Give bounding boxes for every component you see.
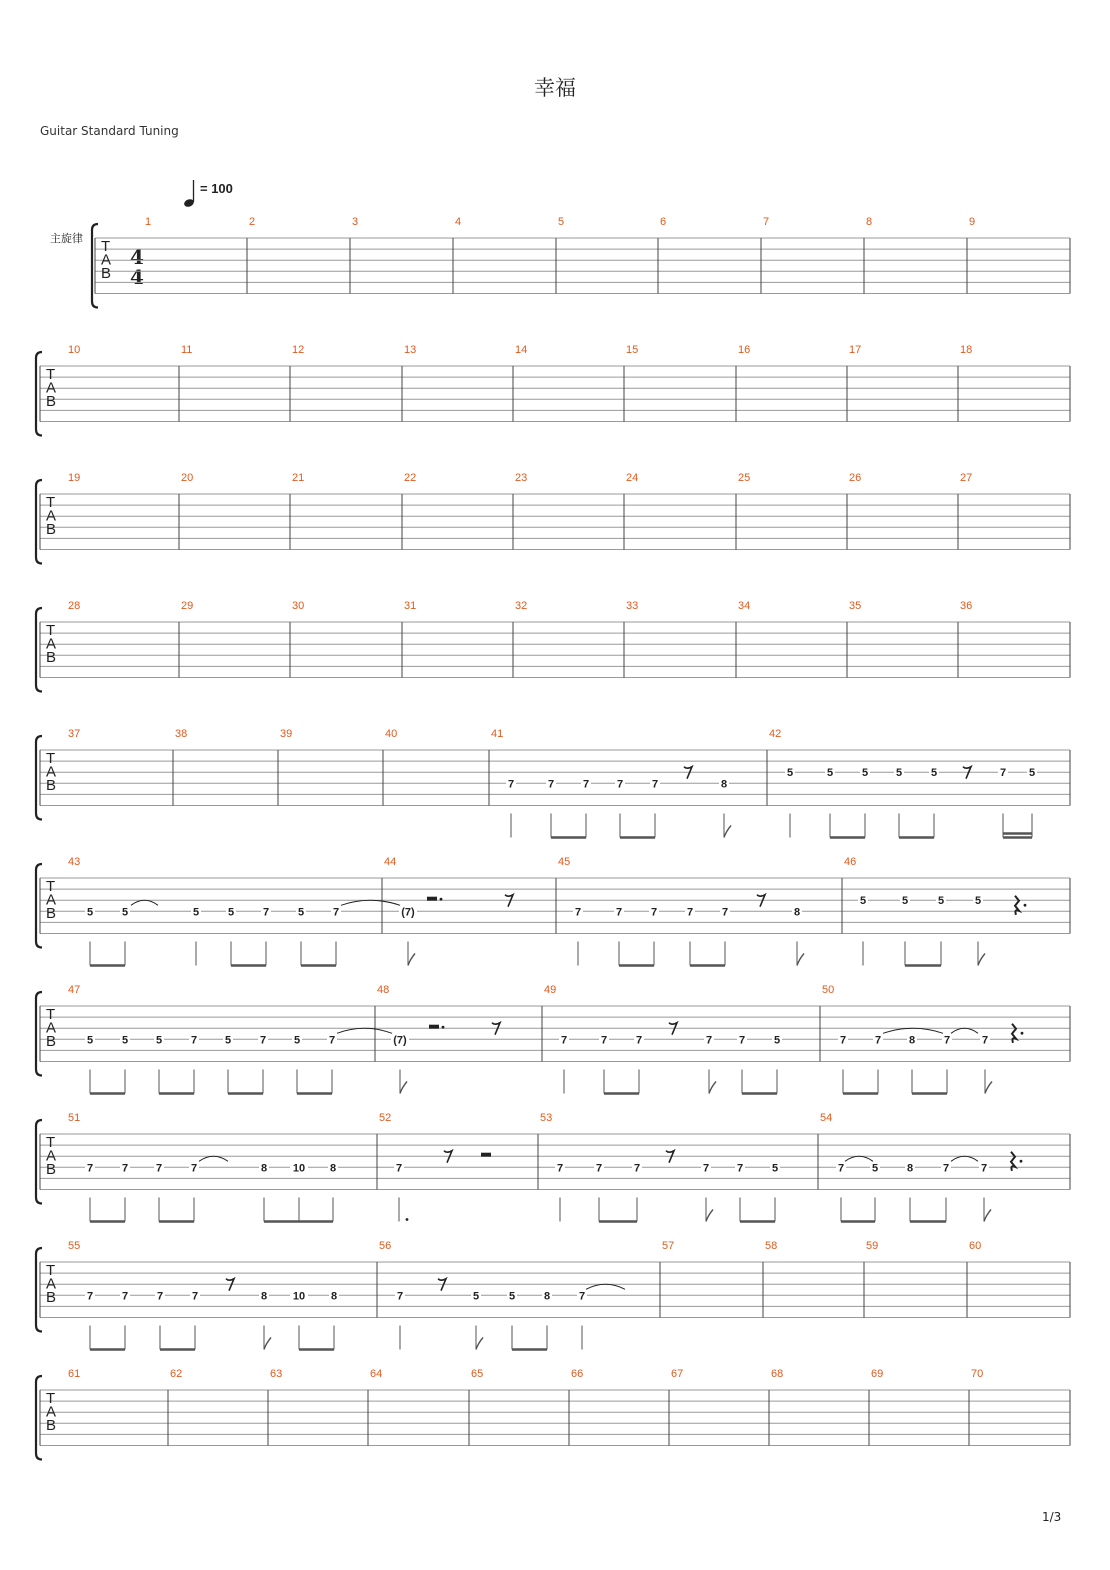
tab-system <box>92 216 1070 308</box>
half-rest-icon <box>427 897 437 901</box>
tie-arc <box>131 900 158 905</box>
tab-clef-letter: B <box>46 521 57 538</box>
tie-arc <box>199 1156 228 1161</box>
score-title: 幸福 <box>534 76 576 100</box>
fret-number: 5 <box>786 767 794 780</box>
fret-number: 7 <box>86 1162 94 1175</box>
measure-number: 30 <box>292 600 305 612</box>
tab-system <box>36 1240 1070 1350</box>
fret-number: 7 <box>942 1162 950 1175</box>
quarter-rest-icon <box>1015 896 1019 915</box>
fret-number: 7 <box>190 1162 198 1175</box>
measure-number: 68 <box>771 1368 784 1380</box>
rest-dot <box>1021 1032 1024 1035</box>
tab-system <box>36 1368 1070 1460</box>
fret-number: 8 <box>906 1162 914 1175</box>
measure-number: 48 <box>377 984 390 996</box>
fret-number: 5 <box>472 1290 480 1303</box>
fret-number: 7 <box>633 1162 641 1175</box>
fret-number: 8 <box>908 1034 916 1047</box>
measure-number: 24 <box>626 472 639 484</box>
fret-number: 8 <box>543 1290 551 1303</box>
tie-arc <box>337 1028 392 1033</box>
fret-number: 5 <box>224 1034 232 1047</box>
tab-clef-letter: B <box>46 393 57 410</box>
note-flag <box>400 1082 407 1094</box>
measure-number: 39 <box>280 728 293 740</box>
fret-number: 7 <box>635 1034 643 1047</box>
measure-number: 27 <box>960 472 973 484</box>
measure-number: 11 <box>181 344 193 356</box>
tie-arc <box>883 1028 943 1033</box>
system-bracket <box>36 1248 42 1332</box>
systems-layer <box>36 216 1070 1460</box>
measure-number: 8 <box>866 216 873 228</box>
tab-clef-letter: T <box>46 1006 56 1023</box>
measure-number: 19 <box>68 472 81 484</box>
fret-number: 5 <box>771 1162 779 1175</box>
measure-number: 13 <box>404 344 417 356</box>
fret-number: 7 <box>574 906 582 919</box>
fret-number: 7 <box>259 1034 267 1047</box>
fret-number: 7 <box>396 1290 404 1303</box>
fret-number: 7 <box>595 1162 603 1175</box>
fret-number: 5 <box>121 906 129 919</box>
measure-number: 25 <box>738 472 751 484</box>
tab-clef-letter: T <box>46 878 56 895</box>
measure-number: 46 <box>844 856 857 868</box>
note-flag <box>978 954 985 966</box>
tab-clef-letter: B <box>101 265 112 282</box>
fret-number: 7 <box>556 1162 564 1175</box>
measure-number: 67 <box>671 1368 684 1380</box>
fret-number: 8 <box>329 1162 337 1175</box>
tab-clef-letter: T <box>101 238 111 255</box>
measure-number: 33 <box>626 600 639 612</box>
fret-number: 7 <box>721 906 729 919</box>
tie-arc <box>341 900 400 905</box>
quarter-rest-icon <box>1012 1024 1016 1043</box>
fret-number: 5 <box>871 1162 879 1175</box>
tab-clef-letter: A <box>46 1019 57 1037</box>
fret-number: 7 <box>332 906 340 919</box>
fret-number: 5 <box>974 895 982 908</box>
measure-number: 70 <box>971 1368 984 1380</box>
fret-number: 7 <box>156 1290 164 1303</box>
tab-system <box>36 344 1070 436</box>
rest-dot <box>1024 904 1027 907</box>
measure-number: 43 <box>68 856 81 868</box>
tab-clef-letter: A <box>46 379 57 397</box>
tempo-text: = 100 <box>200 181 233 196</box>
tab-system <box>36 856 1070 966</box>
measure-number: 16 <box>738 344 751 356</box>
fret-number: 7 <box>86 1290 94 1303</box>
fret-number: 5 <box>86 906 94 919</box>
system-bracket <box>36 480 42 564</box>
fret-number: 7 <box>328 1034 336 1047</box>
fret-number: 7 <box>943 1034 951 1047</box>
system-bracket <box>36 608 42 692</box>
tab-clef-letter: T <box>46 494 56 511</box>
measure-number: 60 <box>969 1240 982 1252</box>
fret-number: 5 <box>901 895 909 908</box>
fret-number: 5 <box>121 1034 129 1047</box>
measure-number: 6 <box>660 216 667 228</box>
measure-number: 20 <box>181 472 194 484</box>
fret-number: 7 <box>616 778 624 791</box>
fret-number: 7 <box>578 1290 586 1303</box>
measure-number: 58 <box>765 1240 778 1252</box>
fret-number: 8 <box>260 1162 268 1175</box>
fret-number: (7) <box>401 906 415 919</box>
measure-number: 59 <box>866 1240 879 1252</box>
measure-number: 1 <box>145 216 152 228</box>
fret-number: 7 <box>615 906 623 919</box>
fret-number: 7 <box>547 778 555 791</box>
measure-number: 44 <box>384 856 397 868</box>
measure-number: 55 <box>68 1240 81 1252</box>
measure-number: 53 <box>540 1112 553 1124</box>
fret-number: 5 <box>895 767 903 780</box>
fret-number: 7 <box>839 1034 847 1047</box>
fret-number: 7 <box>190 1034 198 1047</box>
measure-number: 64 <box>370 1368 383 1380</box>
fret-number: 7 <box>736 1162 744 1175</box>
measure-number: 57 <box>662 1240 675 1252</box>
tab-clef-letter: T <box>46 750 56 767</box>
measure-number: 5 <box>558 216 565 228</box>
measure-number: 52 <box>379 1112 392 1124</box>
fret-number: 7 <box>600 1034 608 1047</box>
system-bracket <box>36 864 42 948</box>
fret-number: 7 <box>651 778 659 791</box>
measure-number: 65 <box>471 1368 484 1380</box>
note-flag <box>476 1338 483 1350</box>
measure-number: 22 <box>404 472 417 484</box>
measure-number: 50 <box>822 984 835 996</box>
fret-number: 7 <box>686 906 694 919</box>
system-bracket <box>36 352 42 436</box>
measure-number: 51 <box>68 1112 81 1124</box>
tempo-marking <box>183 180 233 208</box>
track-name: 主旋律 <box>50 232 83 245</box>
rest-dot <box>1020 1160 1023 1163</box>
measure-number: 12 <box>292 344 305 356</box>
fret-number: 5 <box>930 767 938 780</box>
fret-number: 5 <box>86 1034 94 1047</box>
tab-system <box>36 984 1070 1094</box>
tab-clef-letter: B <box>46 905 57 922</box>
page-number: 1/3 <box>1042 1510 1062 1524</box>
measure-number: 4 <box>455 216 462 228</box>
fret-number: 7 <box>191 1290 199 1303</box>
measure-number: 3 <box>352 216 359 228</box>
measure-number: 29 <box>181 600 194 612</box>
tab-system <box>36 1112 1070 1222</box>
note-flag <box>984 1210 991 1222</box>
tab-clef-letter: A <box>46 1275 57 1293</box>
measure-number: 10 <box>68 344 81 356</box>
tab-clef-letter: A <box>46 763 57 781</box>
note-dot <box>406 1218 409 1221</box>
fret-number: 5 <box>297 906 305 919</box>
measure-number: 9 <box>969 216 976 228</box>
note-flag <box>706 1210 713 1222</box>
fret-number: 7 <box>155 1162 163 1175</box>
rest-dot <box>442 1026 445 1029</box>
fret-number: 5 <box>937 895 945 908</box>
measure-number: 32 <box>515 600 528 612</box>
fret-number: 5 <box>859 895 867 908</box>
fret-number: 8 <box>793 906 801 919</box>
fret-number: 7 <box>837 1162 845 1175</box>
fret-number: 5 <box>508 1290 516 1303</box>
tuning-label: Guitar Standard Tuning <box>40 124 179 138</box>
fret-number: 7 <box>121 1162 129 1175</box>
measure-number: 17 <box>849 344 862 356</box>
measure-number: 49 <box>544 984 557 996</box>
tie-arc <box>845 1156 873 1161</box>
tab-clef-letter: B <box>46 777 57 794</box>
system-bracket <box>36 736 42 820</box>
fret-number: 7 <box>999 767 1007 780</box>
measure-number: 69 <box>871 1368 884 1380</box>
fret-number: 7 <box>981 1034 989 1047</box>
fret-number: 7 <box>560 1034 568 1047</box>
measure-number: 61 <box>68 1368 81 1380</box>
tab-clef-letter: T <box>46 1134 56 1151</box>
measure-number: 7 <box>763 216 770 228</box>
tie-arc <box>951 1156 978 1161</box>
fret-number: 7 <box>121 1290 129 1303</box>
system-bracket <box>36 1376 42 1460</box>
tab-clef-letter: B <box>46 649 57 666</box>
fret-number: 8 <box>260 1290 268 1303</box>
fret-number: 5 <box>1028 767 1036 780</box>
measure-number: 28 <box>68 600 81 612</box>
fret-number: 7 <box>980 1162 988 1175</box>
measure-number: 40 <box>385 728 398 740</box>
fret-number: 7 <box>705 1034 713 1047</box>
note-flag <box>264 1338 271 1350</box>
measure-number: 66 <box>571 1368 584 1380</box>
measure-number: 42 <box>769 728 782 740</box>
measure-number: 26 <box>849 472 862 484</box>
tab-clef-letter: T <box>46 1262 56 1279</box>
tie-arc <box>951 1028 978 1033</box>
fret-number: 5 <box>826 767 834 780</box>
measure-number: 34 <box>738 600 751 612</box>
tab-clef-letter: A <box>46 635 57 653</box>
measure-number: 41 <box>491 728 504 740</box>
tab-system <box>36 472 1070 564</box>
tab-clef-letter: T <box>46 1390 56 1407</box>
fret-number: 7 <box>395 1162 403 1175</box>
measure-number: 36 <box>960 600 973 612</box>
fret-number: 5 <box>861 767 869 780</box>
half-rest-icon <box>481 1153 491 1157</box>
tie-arc <box>586 1284 625 1289</box>
measure-number: 63 <box>270 1368 283 1380</box>
fret-number: 7 <box>507 778 515 791</box>
tab-clef-letter: T <box>46 622 56 639</box>
note-flag <box>408 954 415 966</box>
tab-clef-letter: B <box>46 1161 57 1178</box>
fret-number: 5 <box>192 906 200 919</box>
measure-number: 37 <box>68 728 81 740</box>
tab-clef-letter: A <box>46 1147 57 1165</box>
measure-number: 18 <box>960 344 973 356</box>
system-bracket <box>36 992 42 1076</box>
note-flag <box>797 954 804 966</box>
measure-number: 38 <box>175 728 188 740</box>
measure-number: 45 <box>558 856 571 868</box>
tab-clef-letter: B <box>46 1417 57 1434</box>
fret-number: 5 <box>155 1034 163 1047</box>
fret-number: 5 <box>773 1034 781 1047</box>
measure-number: 2 <box>249 216 256 228</box>
measure-number: 47 <box>68 984 81 996</box>
fret-number: 7 <box>738 1034 746 1047</box>
fret-number: 10 <box>292 1162 306 1175</box>
tab-clef-letter: A <box>101 251 112 269</box>
fret-number: 7 <box>262 906 270 919</box>
measure-number: 56 <box>379 1240 392 1252</box>
fret-number: 7 <box>650 906 658 919</box>
quarter-rest-icon <box>1011 1152 1015 1171</box>
fret-number: 8 <box>330 1290 338 1303</box>
measure-number: 23 <box>515 472 528 484</box>
fret-number: 7 <box>582 778 590 791</box>
measure-number: 31 <box>404 600 417 612</box>
time-signature-denominator: 4 <box>130 265 144 289</box>
tab-clef-letter: A <box>46 507 57 525</box>
note-flag <box>724 826 731 838</box>
measure-number: 62 <box>170 1368 183 1380</box>
fret-number: 8 <box>720 778 728 791</box>
fret-number: 5 <box>293 1034 301 1047</box>
time-signature-numerator: 4 <box>130 245 144 269</box>
tab-clef-letter: B <box>46 1289 57 1306</box>
tab-system <box>36 600 1070 692</box>
measure-number: 21 <box>292 472 305 484</box>
tab-clef-letter: T <box>46 366 56 383</box>
rest-dot <box>440 898 443 901</box>
fret-number: 10 <box>292 1290 306 1303</box>
measure-number: 14 <box>515 344 528 356</box>
note-flag <box>985 1082 992 1094</box>
measure-number: 15 <box>626 344 639 356</box>
tab-clef-letter: A <box>46 891 57 909</box>
fret-number: 7 <box>702 1162 710 1175</box>
note-flag <box>709 1082 716 1094</box>
measure-number: 54 <box>820 1112 833 1124</box>
tab-system <box>36 728 1070 838</box>
system-bracket <box>36 1120 42 1204</box>
tab-clef-letter: A <box>46 1403 57 1421</box>
fret-number: 5 <box>227 906 235 919</box>
half-rest-icon <box>429 1025 439 1029</box>
tab-clef-letter: B <box>46 1033 57 1050</box>
measure-number: 35 <box>849 600 862 612</box>
fret-number: 7 <box>874 1034 882 1047</box>
fret-number: (7) <box>393 1034 407 1047</box>
